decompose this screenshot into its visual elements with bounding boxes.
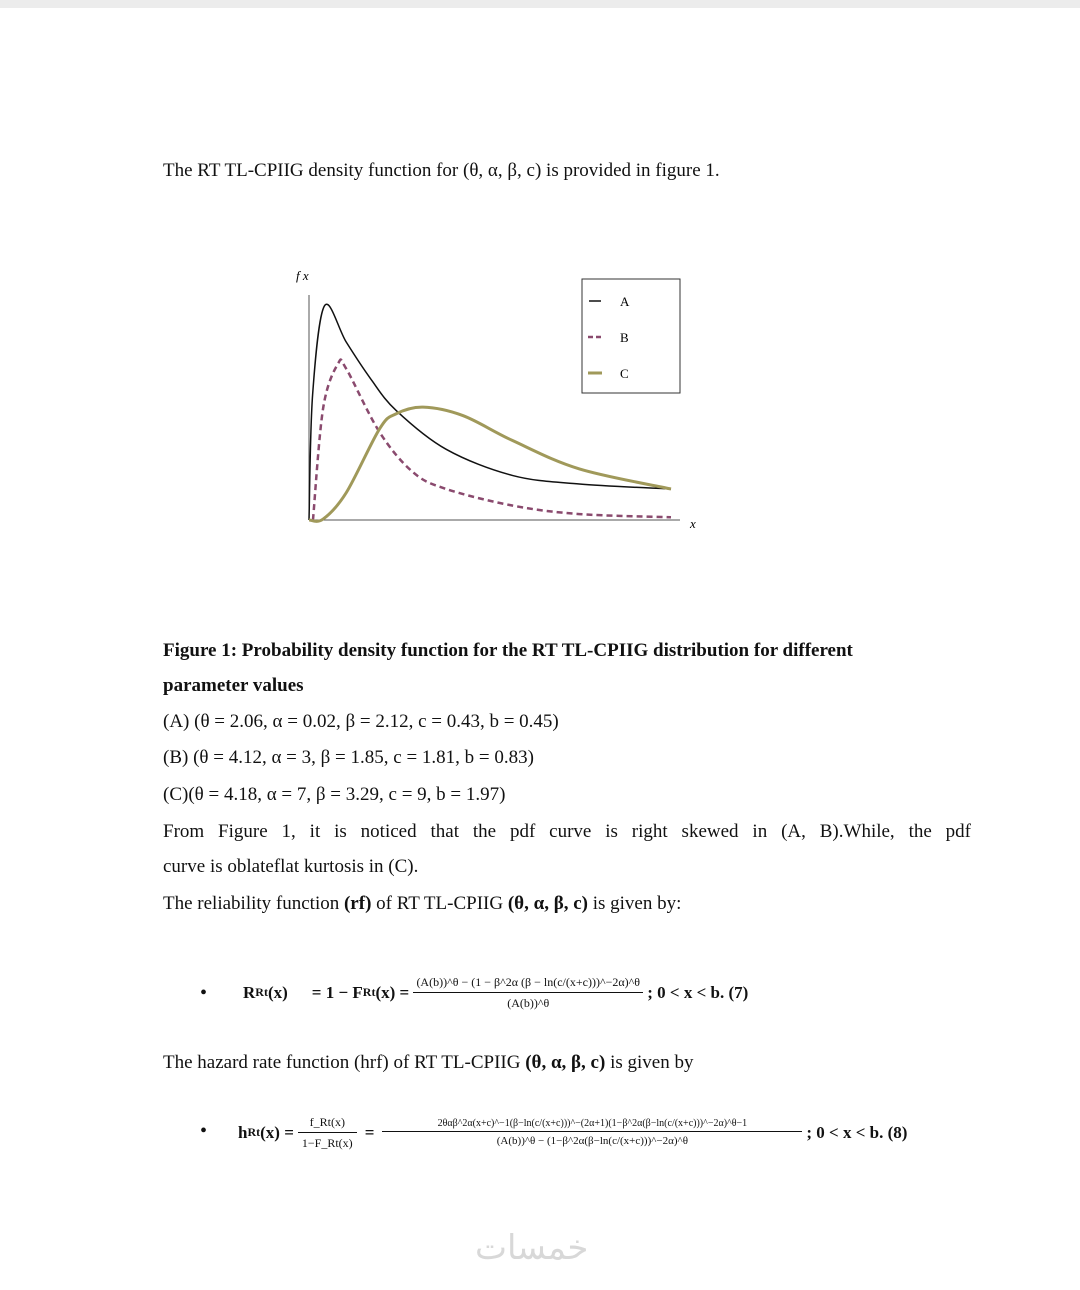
paragraph-line1: From Figure 1, it is noticed that the pdf curve is right skewed in (A, B).While, the pdf	[163, 821, 971, 842]
eq7-lhs: R	[243, 982, 256, 1002]
paragraph-line2: curve is oblateflat kurtosis in (C).	[163, 856, 419, 877]
legend	[582, 279, 680, 393]
legend-label-b: B	[620, 330, 629, 345]
eq7-mid: = 1 − F	[311, 982, 363, 1002]
equation-7	[243, 950, 748, 1035]
eq8-small-numerator: f_Rt(x)	[309, 1114, 345, 1129]
figure-caption-line2: parameter values	[163, 675, 304, 696]
x-axis-label: x	[690, 516, 696, 531]
hrf-intro-end: is given by	[605, 1052, 694, 1073]
eq7-denominator: (A(b))^θ	[413, 992, 643, 1011]
params-c: (C)(θ = 4.18, α = 7, β = 3.29, c = 9, b = 1.97)	[163, 784, 506, 805]
legend-label-a: A	[620, 294, 630, 309]
eq8-condition: ; 0 < x < b. (8)	[806, 1122, 908, 1142]
eq8-numerator: 2θαβ^2α(x+c)^−1(β−ln(c/(x+c)))^−(2α+1)(1−β^2α(β−ln(c/(x+c)))^−2α)^θ−1	[437, 1118, 748, 1129]
top-bar	[0, 0, 1080, 8]
eq7-lhs-arg: (x)	[267, 982, 288, 1002]
rf-intro-pre: The reliability function	[163, 893, 344, 914]
rf-intro-bold: (rf)	[343, 893, 372, 914]
rf-intro-end: is given by:	[587, 893, 682, 914]
intro-text: The RT TL-CPIIG density function for (θ, α, β, c) is provided in figure 1.	[163, 160, 720, 181]
legend-label-c: C	[620, 366, 629, 381]
figure-caption-line1: Figure 1: Probability density function for the RT TL-CPIIG distribution for different	[163, 640, 853, 661]
watermark-logo: خمسات	[475, 1228, 589, 1268]
series-c-line	[309, 407, 671, 521]
params-a: (A) (θ = 2.06, α = 0.02, β = 2.12, c = 0.43, b = 0.45)	[163, 711, 559, 732]
eq7-mid-arg: (x) =	[375, 982, 410, 1002]
eq7-mid-sub: Rt	[362, 985, 376, 999]
eq8-lhs-sub: Rt	[247, 1125, 261, 1139]
hrf-intro-pre: The hazard rate function (hrf) of RT TL-CPIIG	[163, 1052, 526, 1073]
eq8-small-denominator: 1−F_Rt(x)	[298, 1132, 357, 1151]
rf-intro-args: (θ, α, β, c)	[507, 893, 588, 914]
eq7-lhs-sub: Rt	[255, 985, 268, 999]
eq7-numerator: (A(b))^θ − (1 − β^2α (β − ln(c/(x+c)))^−2α)^θ	[416, 974, 641, 989]
y-axis-label: f x	[296, 268, 309, 283]
hrf-intro	[163, 1052, 693, 1074]
equation-8: h Rt (x) = $\frac{f\_Rt(x)}{1-F\_Rt(x)}$ = 2θαβ^2α(x+c)^−1(β−ln(c/(x+c)))^−(2α+1)(1−β^2α(β−ln(c/(x+c)))^−2α)^θ−1 (A(b))^θ − (1−β^2α(β−ln(c/(x+c)))^−2α)^θ ; 0 < x < b. (8)	[238, 1114, 908, 1150]
eq8-lhs-arg: (x) =	[260, 1122, 294, 1142]
rf-intro	[163, 893, 681, 915]
eq8-lhs: h	[238, 1122, 248, 1142]
params-b: (B) (θ = 4.12, α = 3, β = 1.85, c = 1.81, b = 0.83)	[163, 747, 534, 768]
eq7-condition: ; 0 < x < b. (7)	[647, 982, 749, 1002]
bullet-icon: •	[200, 1120, 208, 1142]
hrf-intro-args: (θ, α, β, c)	[525, 1052, 606, 1073]
eq8-denominator: (A(b))^θ − (1−β^2α(β−ln(c/(x+c)))^−2α)^θ	[382, 1131, 802, 1147]
pdf-chart	[280, 260, 720, 540]
rf-intro-post: of RT TL-CPIIG	[371, 893, 508, 914]
bullet-icon: •	[200, 982, 208, 1004]
